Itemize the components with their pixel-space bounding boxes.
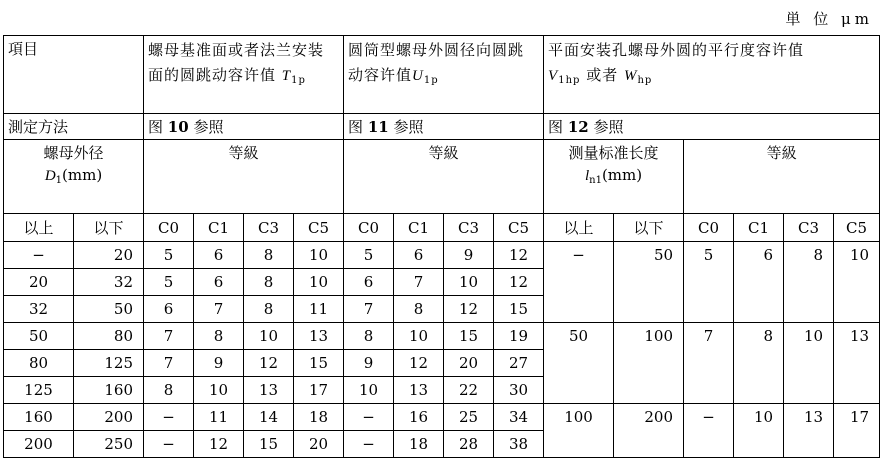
table-row — [4, 242, 880, 269]
t-c1: 11 — [194, 404, 244, 431]
col-v-c5: C5 — [834, 214, 880, 242]
vw-subscript-v: 1hp — [558, 75, 581, 86]
vw-header — [544, 36, 880, 114]
t-c5: 20 — [294, 431, 344, 458]
row-above: 160 — [4, 404, 74, 431]
u-c1: 8 — [394, 296, 444, 323]
t-c5: 11 — [294, 296, 344, 323]
v-c0: 7 — [684, 323, 734, 404]
v-c3: 13 — [784, 404, 834, 458]
t-c5: 17 — [294, 377, 344, 404]
vw-text: 平面安装孔螺母外圆的平行度容许值 — [548, 41, 805, 59]
up-symbol: U — [412, 68, 424, 84]
ref3-suffix: 参照 — [588, 117, 624, 136]
ref2-prefix: 图 — [348, 117, 368, 136]
col-t-c3: C3 — [244, 214, 294, 242]
len-above: − — [544, 242, 614, 323]
row-above: 80 — [4, 350, 74, 377]
u-c0: 6 — [344, 269, 394, 296]
t-c5: 10 — [294, 242, 344, 269]
t-c3: 13 — [244, 377, 294, 404]
t-c0: 5 — [144, 269, 194, 296]
u-c5: 12 — [494, 242, 544, 269]
grade-header-row — [4, 140, 880, 214]
row-below: 50 — [74, 296, 144, 323]
grade-header-u: 等級 — [344, 140, 544, 214]
t-c0: 5 — [144, 242, 194, 269]
u-c5: 38 — [494, 431, 544, 458]
u-c0: 7 — [344, 296, 394, 323]
up-text: 圆筒型螺母外圆径向圆跳动容许值 — [348, 41, 525, 84]
t-c3: 14 — [244, 404, 294, 431]
u-c3: 20 — [444, 350, 494, 377]
col-v-c1: C1 — [734, 214, 784, 242]
tp-text: 螺母基准面或者法兰安装面的圆跳动容许值 — [148, 41, 325, 84]
t-c0: 7 — [144, 350, 194, 377]
length-subscript: n1 — [589, 175, 602, 186]
u-c5: 30 — [494, 377, 544, 404]
v-c5: 10 — [834, 242, 880, 323]
u-c3: 10 — [444, 269, 494, 296]
col-u-c1: C1 — [394, 214, 444, 242]
col-len-below: 以下 — [614, 214, 684, 242]
row-below: 80 — [74, 323, 144, 350]
col-t-c0: C0 — [144, 214, 194, 242]
row-above: − — [4, 242, 74, 269]
tp-header — [144, 36, 344, 114]
length-text: 测量标准长度 — [568, 144, 659, 162]
u-c5: 12 — [494, 269, 544, 296]
length-symbol: l — [584, 168, 590, 184]
ref3-prefix: 图 — [548, 117, 568, 136]
header-row — [4, 36, 880, 114]
t-c1: 10 — [194, 377, 244, 404]
item-header: 項目 — [4, 36, 144, 114]
tp-symbol: T — [281, 68, 292, 84]
grade-header-t: 等級 — [144, 140, 344, 214]
row-below: 125 — [74, 350, 144, 377]
t-c3: 10 — [244, 323, 294, 350]
method-ref-2 — [344, 114, 544, 140]
col-u-c0: C0 — [344, 214, 394, 242]
up-header — [344, 36, 544, 114]
col-u-c3: C3 — [444, 214, 494, 242]
u-c5: 34 — [494, 404, 544, 431]
u-c1: 16 — [394, 404, 444, 431]
table-row — [4, 404, 880, 431]
vw-symbol-w: W — [623, 68, 638, 84]
len-below: 100 — [614, 323, 684, 404]
tolerance-table — [3, 35, 880, 458]
t-c3: 8 — [244, 269, 294, 296]
t-c3: 12 — [244, 350, 294, 377]
u-c1: 13 — [394, 377, 444, 404]
t-c1: 9 — [194, 350, 244, 377]
t-c1: 12 — [194, 431, 244, 458]
row-above: 200 — [4, 431, 74, 458]
vw-symbol-v: V — [548, 68, 559, 84]
u-c5: 15 — [494, 296, 544, 323]
col-v-c3: C3 — [784, 214, 834, 242]
t-c1: 7 — [194, 296, 244, 323]
t-c0: 8 — [144, 377, 194, 404]
v-c1: 6 — [734, 242, 784, 323]
u-c5: 19 — [494, 323, 544, 350]
t-c3: 8 — [244, 242, 294, 269]
col-above: 以上 — [4, 214, 74, 242]
v-c5: 17 — [834, 404, 880, 458]
t-c5: 15 — [294, 350, 344, 377]
v-c5: 13 — [834, 323, 880, 404]
t-c5: 18 — [294, 404, 344, 431]
t-c0: 6 — [144, 296, 194, 323]
v-c0: − — [684, 404, 734, 458]
length-unit: (mm) — [601, 166, 643, 184]
u-c1: 12 — [394, 350, 444, 377]
u-c1: 6 — [394, 242, 444, 269]
ref1-suffix: 参照 — [188, 117, 224, 136]
method-ref-3 — [544, 114, 880, 140]
v-c3: 8 — [784, 242, 834, 323]
v-c3: 10 — [784, 323, 834, 404]
u-c0: − — [344, 431, 394, 458]
u-c5: 27 — [494, 350, 544, 377]
u-c0: 10 — [344, 377, 394, 404]
row-below: 20 — [74, 242, 144, 269]
row-below: 250 — [74, 431, 144, 458]
col-len-above: 以上 — [544, 214, 614, 242]
u-c3: 25 — [444, 404, 494, 431]
diameter-text: 螺母外径 — [43, 144, 104, 162]
col-t-c1: C1 — [194, 214, 244, 242]
ref2-suffix: 参照 — [388, 117, 424, 136]
diameter-unit: (mm) — [62, 166, 103, 184]
u-c3: 22 — [444, 377, 494, 404]
t-c5: 10 — [294, 269, 344, 296]
col-u-c5: C5 — [494, 214, 544, 242]
u-c0: 8 — [344, 323, 394, 350]
up-subscript: 1p — [423, 75, 439, 86]
t-c3: 8 — [244, 296, 294, 323]
vw-or: 或者 — [580, 66, 624, 84]
len-below: 50 — [614, 242, 684, 323]
table-row — [4, 323, 880, 350]
row-below: 160 — [74, 377, 144, 404]
t-c1: 8 — [194, 323, 244, 350]
unit-label: 単 位 μm — [785, 10, 873, 28]
u-c3: 15 — [444, 323, 494, 350]
row-above: 20 — [4, 269, 74, 296]
u-c0: 5 — [344, 242, 394, 269]
u-c1: 18 — [394, 431, 444, 458]
row-below: 32 — [74, 269, 144, 296]
t-c1: 6 — [194, 242, 244, 269]
u-c3: 12 — [444, 296, 494, 323]
v-c0: 5 — [684, 242, 734, 323]
len-below: 200 — [614, 404, 684, 458]
row-above: 50 — [4, 323, 74, 350]
diameter-subscript: 1 — [55, 175, 63, 186]
t-c3: 15 — [244, 431, 294, 458]
diameter-header — [4, 140, 144, 214]
u-c0: 9 — [344, 350, 394, 377]
u-c1: 10 — [394, 323, 444, 350]
t-c0: − — [144, 431, 194, 458]
len-above: 50 — [544, 323, 614, 404]
ref1-number: 10 — [167, 117, 189, 136]
row-above: 125 — [4, 377, 74, 404]
vw-subscript-w: hp — [637, 75, 653, 86]
method-ref-1 — [144, 114, 344, 140]
diameter-symbol: D — [44, 168, 56, 184]
u-c3: 28 — [444, 431, 494, 458]
t-c0: − — [144, 404, 194, 431]
t-c5: 13 — [294, 323, 344, 350]
method-label: 測定方法 — [4, 114, 144, 140]
t-c1: 6 — [194, 269, 244, 296]
length-header — [544, 140, 684, 214]
t-c0: 7 — [144, 323, 194, 350]
row-below: 200 — [74, 404, 144, 431]
col-v-c0: C0 — [684, 214, 734, 242]
v-c1: 8 — [734, 323, 784, 404]
u-c1: 7 — [394, 269, 444, 296]
col-t-c5: C5 — [294, 214, 344, 242]
method-row — [4, 114, 880, 140]
ref1-prefix: 图 — [148, 117, 168, 136]
len-above: 100 — [544, 404, 614, 458]
column-label-row — [4, 214, 880, 242]
row-above: 32 — [4, 296, 74, 323]
ref2-number: 11 — [367, 117, 389, 136]
u-c0: − — [344, 404, 394, 431]
v-c1: 10 — [734, 404, 784, 458]
u-c3: 9 — [444, 242, 494, 269]
grade-header-v: 等級 — [684, 140, 880, 214]
tp-subscript: 1p — [291, 75, 306, 86]
ref3-number: 12 — [567, 117, 589, 136]
col-below: 以下 — [74, 214, 144, 242]
